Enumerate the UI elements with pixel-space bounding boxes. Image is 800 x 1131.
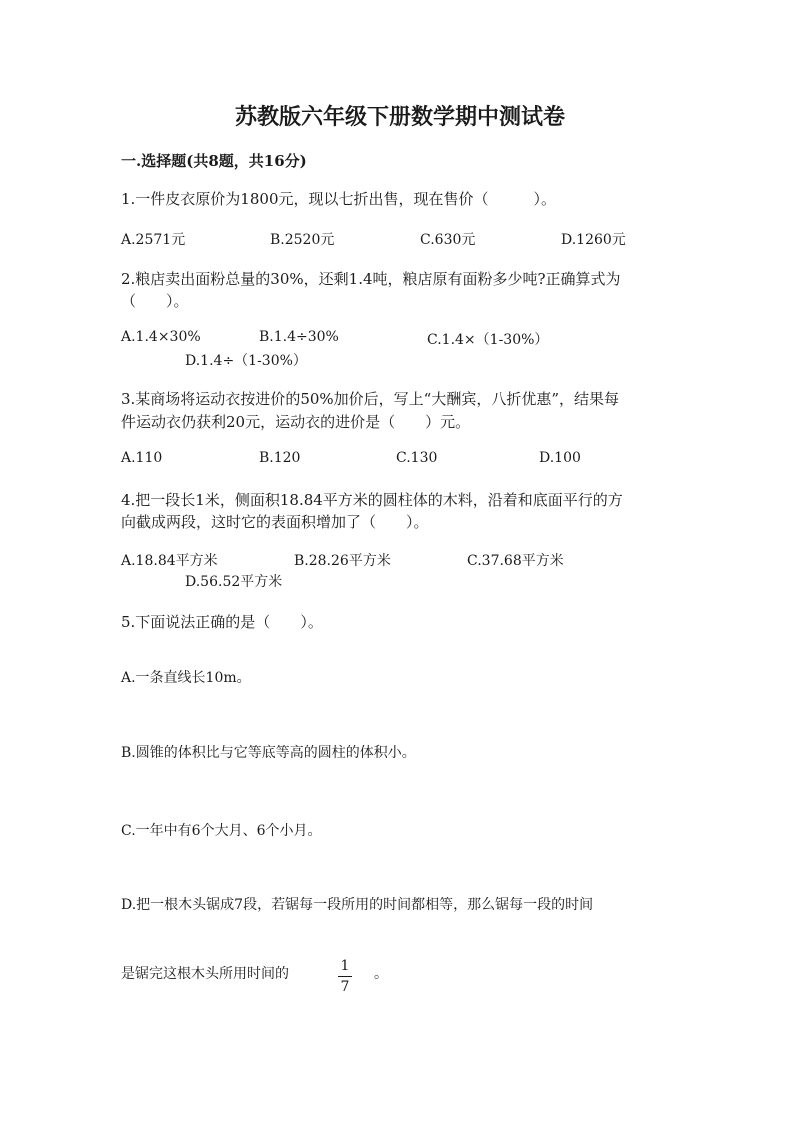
question-1-option-b: B.2520元 [270,232,335,248]
question-1-option-a: A.2571元 [121,232,186,248]
question-4-text-line-1: 4.把一段长1米，侧面积18.84平方米的圆柱体的木料，沿着和底面平行的方 [121,491,623,509]
question-2-option-d: D.1.4÷（1-30%） [185,353,307,369]
fraction-denominator: 7 [340,979,350,995]
fraction-bar [338,976,352,977]
question-5-option-c: C.一年中有6个大月、6个小月。 [121,823,322,839]
fraction-one-seventh [336,958,354,995]
question-1-option-c: C.630元 [420,232,476,248]
question-4-option-c: C.37.68平方米 [467,553,564,569]
question-3-option-d: D.100 [539,450,581,466]
question-4-text-line-2: 向截成两段，这时它的表面积增加了（ ）。 [121,513,429,531]
question-2-option-c: C.1.4×（1-30%） [427,332,549,348]
question-1-text: 1.一件皮衣原价为1800元，现以七折出售，现在售价（ ）。 [121,190,556,208]
question-4-option-a: A.18.84平方米 [121,553,218,569]
question-5-option-a: A.一条直线长10m。 [121,670,251,686]
question-5-option-d-line-2: 是锯完这根木头所用时间的 [121,966,289,982]
question-3-text-line-1: 3.某商场将运动衣按进价的50%加价后，写上“大酬宾，八折优惠”，结果每 [121,390,619,408]
question-2-text-line-2: （ ）。 [121,292,189,310]
question-5-option-b: B.圆锥的体积比与它等底等高的圆柱的体积小。 [121,745,416,761]
question-2-option-b: B.1.4÷30% [259,329,339,345]
fraction-numerator: 1 [340,958,350,974]
question-3-option-c: C.130 [396,450,438,466]
question-3-option-a: A.110 [121,450,163,466]
question-2-text-line-1: 2.粮店卖出面粉总量的30%，还剩1.4吨，粮店原有面粉多少吨?正确算式为 [121,270,621,288]
question-4-option-b: B.28.26平方米 [294,553,391,569]
question-2-option-a: A.1.4×30% [121,329,201,345]
question-5-option-d-line-1: D.把一根木头锯成7段，若锯每一段所用的时间都相等，那么锯每一段的时间 [121,897,594,913]
question-4-option-d: D.56.52平方米 [185,574,283,590]
question-1-option-d: D.1260元 [561,232,626,248]
section-heading: 一.选择题(共8题，共16分) [121,152,307,170]
question-3-text-line-2: 件运动衣仍获利20元，运动衣的进价是（ ）元。 [121,413,471,431]
page-title: 苏教版六年级下册数学期中测试卷 [234,104,565,130]
question-5-text: 5.下面说法正确的是（ ）。 [121,613,323,631]
question-3-option-b: B.120 [259,450,301,466]
question-5-option-d-end: 。 [374,966,388,982]
